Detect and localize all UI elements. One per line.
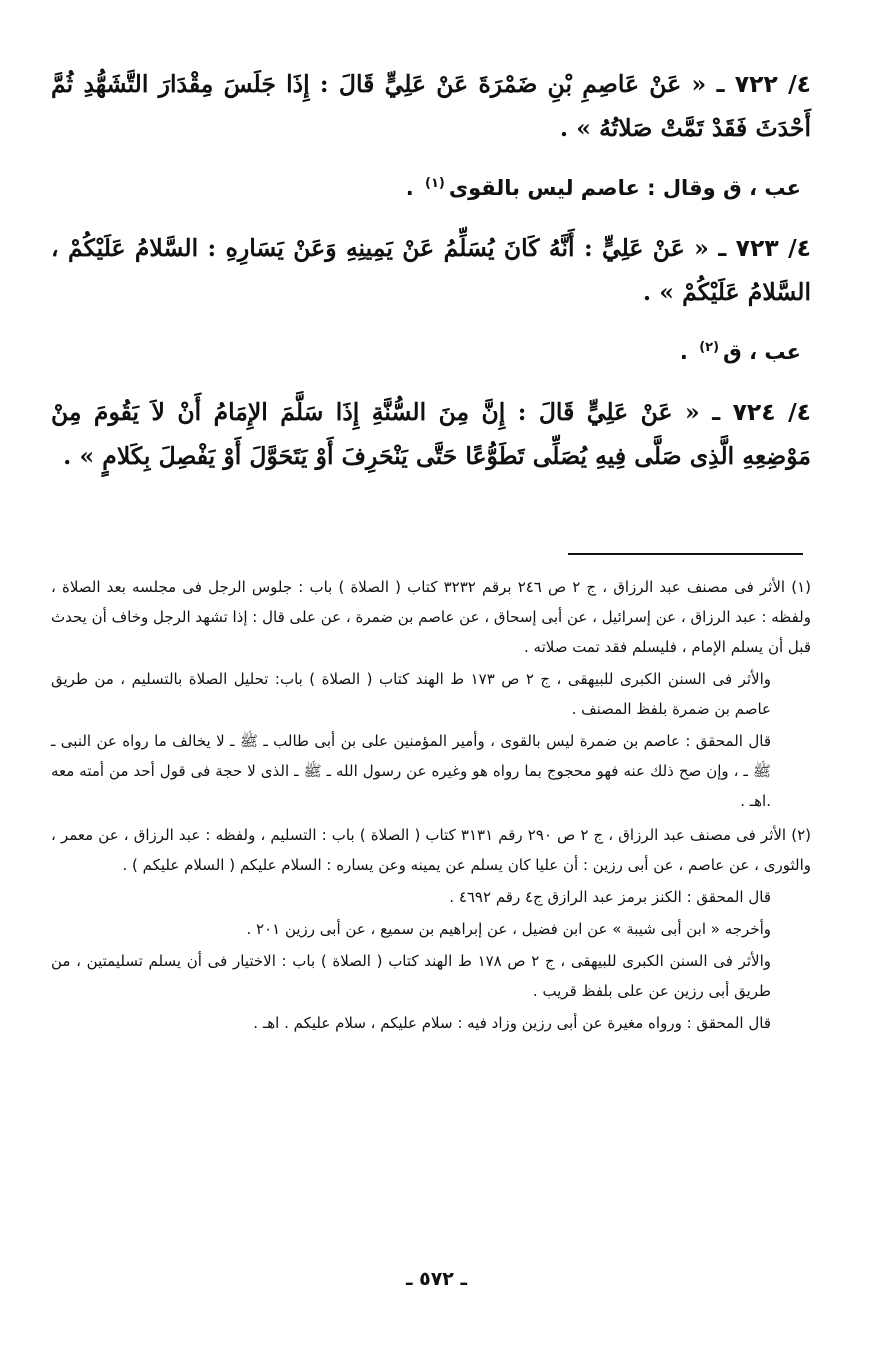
- footnote-paragraph: وأخرجه « ابن أبى شيبة » عن ابن فضيل ، عن إبراهيم بن سميع ، عن أبى رزين ٢٠١ .: [246, 920, 771, 938]
- source-text: عب ، ق: [723, 340, 801, 364]
- hadith-722: [51, 62, 811, 150]
- hadith-text: « عَنْ عَلِيٍّ قَالَ : إِنَّ مِنَ السُّنَّةِ إِذَا سَلَّمَ الإِمَامُ أَنْ لاَ يَقُومَ مِنْ مَوْضِعِهِ الَّذِى صَلَّى فِيهِ يُصَلِّى تَطَوُّعًا حَتَّى يَنْحَرِفَ أَوْ يَتَحَوَّلَ أَوْ يَفْصِلَ بِكَلامٍ » .: [51, 398, 811, 470]
- footnote-paragraph: والأثر فى السنن الكبرى للبيهقى ، ج ٢ ص ١٧٨ ط الهند كتاب ( الصلاة ) باب : الاختيار فى أن يسلم تسليمتين ، من طريق أبى رزين عن على بلفظ قريب .: [51, 952, 772, 1000]
- footnote-separator: [568, 553, 803, 555]
- footnote-paragraph: قال المحقق : عاصم بن ضمرة ليس بالقوى ، وأمير المؤمنين على بن أبى طالب ـ ﷺ ـ لا يخالف ما رواه عن النبى ـ ﷺ ـ ، وإن صح ذلك عنه فهو محجوج بما رواه هو وغيره عن رسول الله ـ ﷺ ـ الذى لا حجة فى قول أحد من أمته معه .اهـ .: [51, 732, 771, 810]
- footnotes: [51, 572, 811, 1042]
- hadith-text: « عَنْ عَاصِمِ بْنِ ضَمْرَةَ عَنْ عَلِيٍّ قَالَ : إِذَا جَلَسَ مِقْدَارَ التَّشَهُّدِ ثُمَّ أَحْدَثَ فَقَدْ تَمَّتْ صَلاتُهُ » .: [51, 70, 811, 142]
- footnote-paragraph: قال المحقق : الكنز برمز عبد الرازق ج٤ رقم ٤٦٩٢ .: [449, 888, 771, 906]
- footnote-paragraph: قال المحقق : ورواه مغيرة عن أبى رزين وزاد فيه : سلام عليكم ، سلام عليكم . اهـ .: [253, 1014, 771, 1032]
- source-text: عب ، ق وقال : عاصم ليس بالقوى: [448, 176, 801, 200]
- hadith-number: ٤/ ٧٢٣ ـ: [718, 234, 812, 262]
- footnote-paragraph: (١) الأثر فى مصنف عبد الرزاق ، ج ٢ ص ٢٤٦ برقم ٣٢٣٢ كتاب ( الصلاة ) باب : جلوس الرجل فى مجلسه بعد الصلاة ، ولفظه : عبد الرزاق ، عن إسرائيل ، عن أبى إسحاق ، عن عاصم بن ضمرة ، عن على قال : إذا تشهد الرجل وخاف أن يحدث قبل أن يسلم الإمام ، فليسلم فقد تمت صلاته .: [51, 578, 811, 656]
- hadith-number: ٤/ ٧٢٢ ـ: [716, 70, 812, 98]
- main-text: [51, 62, 811, 494]
- hadith-number: ٤/ ٧٢٤ ـ: [712, 398, 811, 426]
- footnote-marker[interactable]: (٢): [699, 340, 720, 355]
- hadith-text: « عَنْ عَلِيٍّ : أَنَّهُ كَانَ يُسَلِّمُ عَنْ يَمِينِهِ وَعَنْ يَسَارِهِ : السَّلامُ عَلَيْكُمْ ، السَّلامُ عَلَيْكُمْ » .: [51, 234, 811, 306]
- footnote-1: [51, 572, 811, 816]
- footnote-2: [51, 820, 811, 1038]
- hadith-724: [51, 390, 811, 478]
- hadith-source-722: عب ، ق وقال : عاصم ليس بالقوى$^{(١)}$ .: [405, 176, 801, 200]
- hadith-723: [51, 226, 811, 314]
- footnote-paragraph: والأثر فى السنن الكبرى للبيهقى ، ج ٢ ص ١٧٣ ط الهند كتاب ( الصلاة ) باب: تحليل الصلاة بالتسليم ، من طريق عاصم بن ضمرة بلفظ المصنف .: [51, 670, 771, 718]
- footnote-marker[interactable]: (١): [425, 176, 445, 191]
- hadith-source-723: عب ، ق$^{(٢)}$ .: [679, 340, 801, 364]
- footnote-paragraph: (٢) الأثر فى مصنف عبد الرزاق ، ج ٢ ص ٢٩٠ رقم ٣١٣١ كتاب ( الصلاة ) باب : التسليم ، ولفظه : عبد الرزاق ، عن معمر ، والثورى ، عن عاصم ، عن أبى رزين : أن عليا كان يسلم عن يمينه وعن يساره : السلام عليكم ( السلام عليكم ) .: [51, 826, 811, 874]
- page-number: ـ ٥٧٢ ـ: [405, 1268, 467, 1290]
